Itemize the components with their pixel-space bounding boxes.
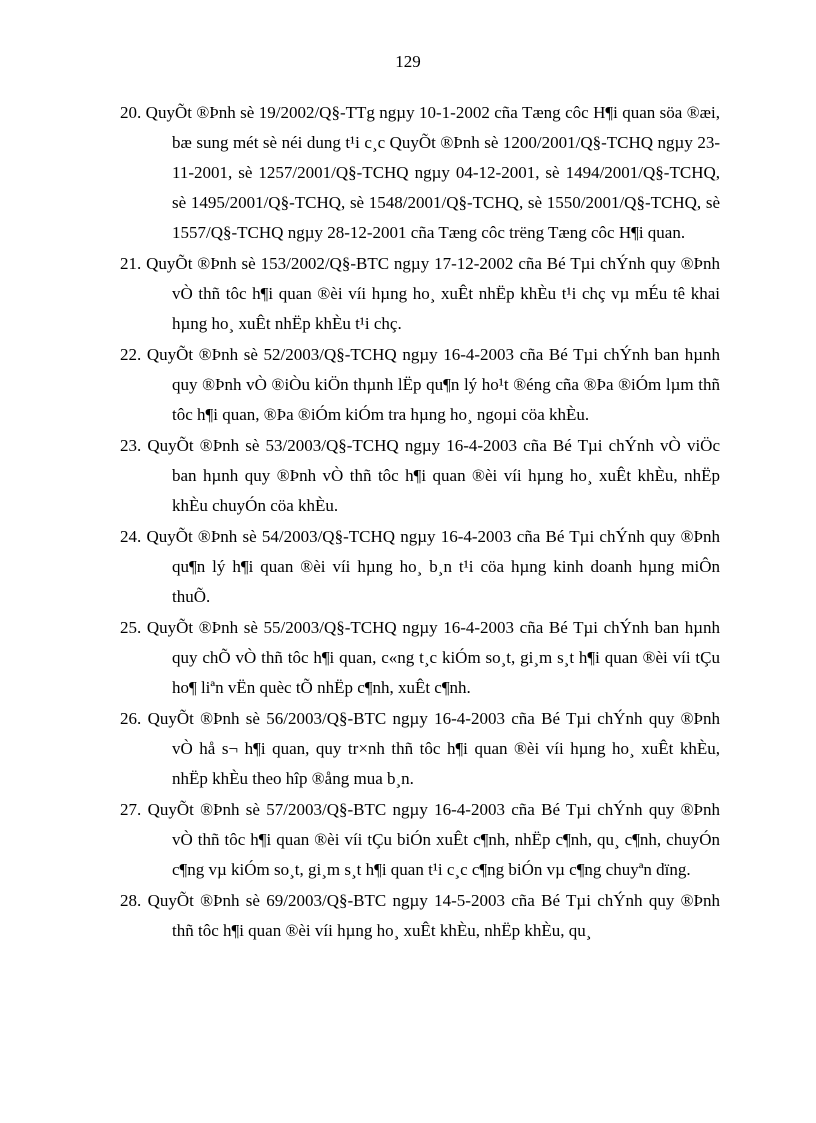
item-text: QuyÕt ®Þnh sè 19/2002/Q§-TTg ngµy 10-1-2002 cña Tæng côc H¶i quan söa ®æi, bæ sung mét sè néi dung t¹i c¸c QuyÕt ®Þnh sè 1200/2001/Q§-TCHQ ngµy 23-11-2001, sè 1257/2001/Q§-TCHQ ngµy 04-12-2001, sè 1494/2001/Q§-TCHQ, sè 1495/2001/Q§-TCHQ, sè 1548/2001/Q§-TCHQ, sè 1550/2001/Q§-TCHQ, sè 1557/Q§-TCHQ ngµy 28-12-2001 cña Tæng côc trëng Tæng côc H¶i quan. (145, 103, 720, 242)
item-text: QuyÕt ®Þnh sè 55/2003/Q§-TCHQ ngµy 16-4-2003 cña Bé Tµi chÝnh ban hµnh quy chÕ vÒ thñ tôc h¶i quan, c«ng t¸c kiÓm so¸t, gi¸m s¸t h¶i quan ®èi víi tÇu ho¶ liªn vËn quèc tÕ nhËp c¶nh, xuÊt c¶nh. (146, 618, 720, 697)
list-item-27 (120, 795, 720, 885)
item-number: 23. (120, 436, 142, 455)
page-number: 129 (395, 52, 421, 71)
item-number: 27. (120, 800, 142, 819)
document-list (120, 98, 720, 947)
list-item-28 (120, 886, 720, 946)
item-text: QuyÕt ®Þnh sè 153/2002/Q§-BTC ngµy 17-12-2002 cña Bé Tµi chÝnh quy ®Þnh vÒ thñ tôc h¶i quan ®èi víi hµng ho¸ xuÊt nhËp khÈu t¹i chç vµ mÉu tê khai hµng ho¸ xuÊt nhËp khÈu t¹i chç. (146, 254, 721, 333)
list-item-23 (120, 431, 720, 521)
item-number: 20. (120, 103, 142, 122)
item-number: 25. (120, 618, 142, 637)
list-item-24 (120, 522, 720, 612)
item-number: 24. (120, 527, 142, 546)
list-item-25 (120, 613, 720, 703)
item-text: QuyÕt ®Þnh sè 69/2003/Q§-BTC ngµy 14-5-2003 cña Bé Tµi chÝnh quy ®Þnh thñ tôc h¶i quan ®èi víi hµng ho¸ xuÊt khÈu, nhËp khÈu, qu¸ (147, 891, 721, 940)
item-number: 26. (120, 709, 142, 728)
item-text: QuyÕt ®Þnh sè 56/2003/Q§-BTC ngµy 16-4-2003 cña Bé Tµi chÝnh quy ®Þnh vÒ hå s¬ h¶i quan, quy tr×nh thñ tôc h¶i quan ®èi víi hµng ho¸ xuÊt khÈu, nhËp khÈu theo hîp ®ång mua b¸n. (147, 709, 721, 788)
list-item-26 (120, 704, 720, 794)
item-text: QuyÕt ®Þnh sè 54/2003/Q§-TCHQ ngµy 16-4-2003 cña Bé Tµi chÝnh quy ®Þnh qu¶n lý h¶i quan ®èi víi hµng ho¸ b¸n t¹i cöa hµng kinh doanh hµng miÔn thuÕ. (146, 527, 720, 606)
list-item-20 (120, 98, 720, 248)
item-number: 28. (120, 891, 142, 910)
item-text: QuyÕt ®Þnh sè 52/2003/Q§-TCHQ ngµy 16-4-2003 cña Bé Tµi chÝnh ban hµnh quy ®Þnh vÒ ®iÒu kiÖn thµnh lËp qu¶n lý ho¹t ®éng cña ®Þa ®iÓm lµm thñ tôc h¶i quan, ®Þa ®iÓm kiÓm tra hµng ho¸ ngoµi cöa khÈu. (146, 345, 720, 424)
item-text: QuyÕt ®Þnh sè 57/2003/Q§-BTC ngµy 16-4-2003 cña Bé Tµi chÝnh quy ®Þnh vÒ thñ tôc h¶i quan ®èi víi tÇu biÓn xuÊt c¶nh, nhËp c¶nh, qu¸ c¶nh, chuyÓn c¶ng vµ kiÓm so¸t, gi¸m s¸t h¶i quan t¹i c¸c c¶ng biÓn vµ c¶ng chuyªn dïng. (147, 800, 721, 879)
item-text: QuyÕt ®Þnh sè 53/2003/Q§-TCHQ ngµy 16-4-2003 cña Bé Tµi chÝnh vÒ viÖc ban hµnh quy ®Þnh vÒ thñ tôc h¶i quan ®èi víi hµng ho¸ xuÊt khÈu, nhËp khÈu chuyÓn cöa khÈu. (147, 436, 720, 515)
list-item-22 (120, 340, 720, 430)
item-number: 21. (120, 254, 142, 273)
list-item-21 (120, 249, 720, 339)
item-number: 22. (120, 345, 142, 364)
